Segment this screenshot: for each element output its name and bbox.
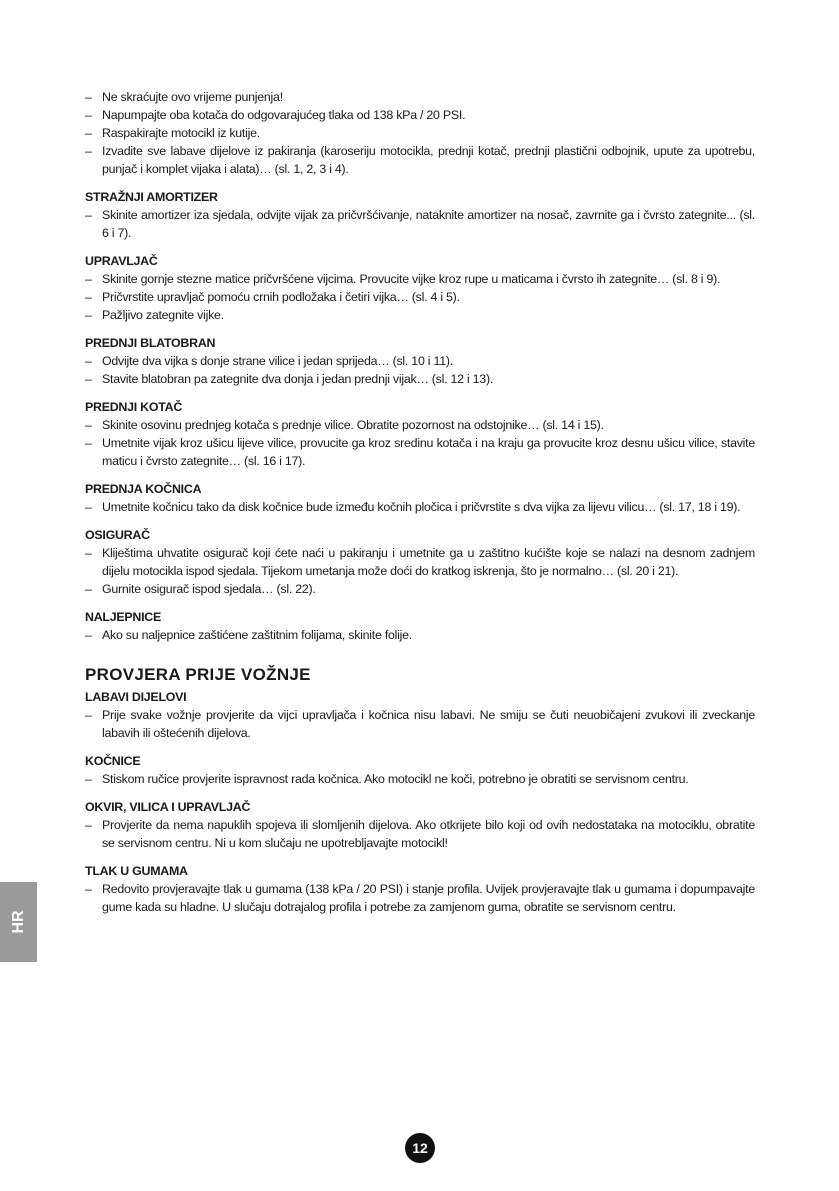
item-text: Stiskom ručice provjerite ispravnost rada kočnica. Ako motocikl ne koči, potrebno je obratiti se servisnom centru.	[102, 772, 689, 786]
dash-bullet: –	[85, 436, 92, 450]
dash-bullet: –	[85, 628, 92, 642]
assembly-sections	[85, 188, 755, 644]
list-item	[85, 352, 755, 370]
list-item	[85, 370, 755, 388]
list-item	[85, 124, 755, 142]
dash-bullet: –	[85, 208, 92, 222]
list-item	[85, 416, 755, 434]
dash-bullet: –	[85, 272, 92, 286]
dash-bullet: –	[85, 418, 92, 432]
item-text: Skinite osovinu prednjeg kotača s prednje vilice. Obratite pozornost na odstojnike… (sl. 14 i 15).	[102, 418, 604, 432]
item-text: Umetnite vijak kroz ušicu lijeve vilice, provucite ga kroz sredinu kotača i na kraju ga provucite kroz desnu ušicu vilice, stavite maticu i čvrsto zategnite… (sl. 16 i 17).	[102, 436, 755, 468]
dash-bullet: –	[85, 290, 92, 304]
language-tab	[0, 882, 37, 962]
list-item	[85, 206, 755, 242]
item-text: Redovito provjeravajte tlak u gumama (138 kPa / 20 PSI) i stanje profila. Uvijek provjeravajte tlak u gumama i dopumpavajte gume kada su hladne. U slučaju dotrajalog profila i potrebe za zamjenom guma, obratite se servisnom centru.	[102, 882, 755, 914]
dash-bullet: –	[85, 108, 92, 122]
dash-bullet: –	[85, 882, 92, 896]
list-item	[85, 270, 755, 288]
item-text: Prije svake vožnje provjerite da vijci upravljača i kočnica nisu labavi. Ne smiju se čuti neuobičajeni zvukovi ili zveckanje labavih ili oštećenih dijelova.	[102, 708, 755, 740]
dash-bullet: –	[85, 818, 92, 832]
item-text: Ako su naljepnice zaštićene zaštitnim folijama, skinite folije.	[102, 628, 413, 642]
language-label: HR	[9, 910, 27, 934]
section	[85, 188, 755, 242]
list-item	[85, 580, 755, 598]
section-heading: OKVIR, VILICA I UPRAVLJAČ	[85, 800, 251, 814]
dash-bullet: –	[85, 546, 92, 560]
dash-bullet: –	[85, 144, 92, 158]
list-item	[85, 288, 755, 306]
dash-bullet: –	[85, 308, 92, 322]
section	[85, 480, 755, 516]
section	[85, 608, 755, 644]
intro-list	[85, 88, 755, 178]
section-heading: OSIGURAČ	[85, 528, 150, 542]
check-sections	[85, 688, 755, 916]
item-text: Kliještima uhvatite osigurač koji ćete naći u pakiranju i umetnite ga u zaštitno kućište koje se nalazi na desnom zadnjem dijelu motocikla ispod sjedala. Tijekom umetanja može doći do kratkog iskrenja, što je normalno… (sl. 20 i 21).	[102, 546, 755, 578]
section	[85, 752, 755, 788]
item-text: Izvadite sve labave dijelove iz pakiranja (karoseriju motocikla, prednji kotač, prednji plastični odbojnik, upute za upotrebu, punjač i komplet vijaka i alata)… (sl. 1, 2, 3 i 4).	[102, 144, 755, 176]
section-heading: PREDNJI BLATOBRAN	[85, 336, 216, 350]
section	[85, 862, 755, 916]
section	[85, 252, 755, 324]
item-text: Stavite blatobran pa zategnite dva donja i jedan prednji vijak… (sl. 12 i 13).	[102, 372, 494, 386]
section-heading: PREDNJA KOČNICA	[85, 482, 202, 496]
check-heading: PROVJERA PRIJE VOŽNJE	[85, 665, 311, 684]
list-item	[85, 498, 755, 516]
item-text: Napumpajte oba kotača do odgovarajućeg tlaka od 138 kPa / 20 PSI.	[102, 108, 466, 122]
item-text: Gurnite osigurač ispod sjedala… (sl. 22).	[102, 582, 316, 596]
section-heading: KOČNICE	[85, 754, 141, 768]
list-item	[85, 544, 755, 580]
item-text: Raspakirajte motocikl iz kutije.	[102, 126, 260, 140]
item-text: Pažljivo zategnite vijke.	[102, 308, 224, 322]
section-heading: PREDNJI KOTAČ	[85, 400, 183, 414]
section-heading: LABAVI DIJELOVI	[85, 690, 187, 704]
dash-bullet: –	[85, 582, 92, 596]
list-item	[85, 106, 755, 124]
list-item	[85, 770, 755, 788]
item-text: Provjerite da nema napuklih spojeva ili slomljenih dijelova. Ako otkrijete bilo koji od ovih nedostataka na motociklu, obratite se servisnom centru. Ni u kom slučaju ne upotrebljavajte motocikl!	[102, 818, 755, 850]
item-text: Skinite gornje stezne matice pričvršćene vijcima. Provucite vijke kroz rupe u maticama i čvrsto ih zategnite… (sl. 8 i 9).	[102, 272, 721, 286]
list-item	[85, 626, 755, 644]
section	[85, 526, 755, 598]
dash-bullet: –	[85, 126, 92, 140]
section-heading: STRAŽNJI AMORTIZER	[85, 190, 218, 204]
section	[85, 688, 755, 742]
section	[85, 798, 755, 852]
list-item	[85, 88, 755, 106]
dash-bullet: –	[85, 372, 92, 386]
list-item	[85, 706, 755, 742]
dash-bullet: –	[85, 90, 92, 104]
list-item	[85, 816, 755, 852]
page-content	[85, 88, 755, 916]
dash-bullet: –	[85, 354, 92, 368]
list-item	[85, 306, 755, 324]
item-text: Ne skraćujte ovo vrijeme punjenja!	[102, 90, 283, 104]
item-text: Umetnite kočnicu tako da disk kočnice bude između kočnih pločica i pričvrstite s dva vijka za lijevu vilicu… (sl. 17, 18 i 19).	[102, 500, 741, 514]
item-text: Skinite amortizer iza sjedala, odvijte vijak za pričvršćivanje, nataknite amortizer na nosač, zavrnite ga i čvrsto zategnite... (sl. 6 i 7).	[102, 208, 755, 240]
list-item	[85, 142, 755, 178]
section-heading: NALJEPNICE	[85, 610, 161, 624]
dash-bullet: –	[85, 708, 92, 722]
list-item	[85, 880, 755, 916]
dash-bullet: –	[85, 772, 92, 786]
item-text: Pričvrstite upravljač pomoću crnih podložaka i četiri vijka… (sl. 4 i 5).	[102, 290, 460, 304]
dash-bullet: –	[85, 500, 92, 514]
list-item	[85, 434, 755, 470]
section-heading: UPRAVLJAČ	[85, 254, 158, 268]
section	[85, 334, 755, 388]
section	[85, 398, 755, 470]
item-text: Odvijte dva vijka s donje strane vilice i jedan sprijeda… (sl. 10 i 11).	[102, 354, 453, 368]
section-heading: TLAK U GUMAMA	[85, 864, 188, 878]
page-number: 12	[405, 1133, 435, 1163]
